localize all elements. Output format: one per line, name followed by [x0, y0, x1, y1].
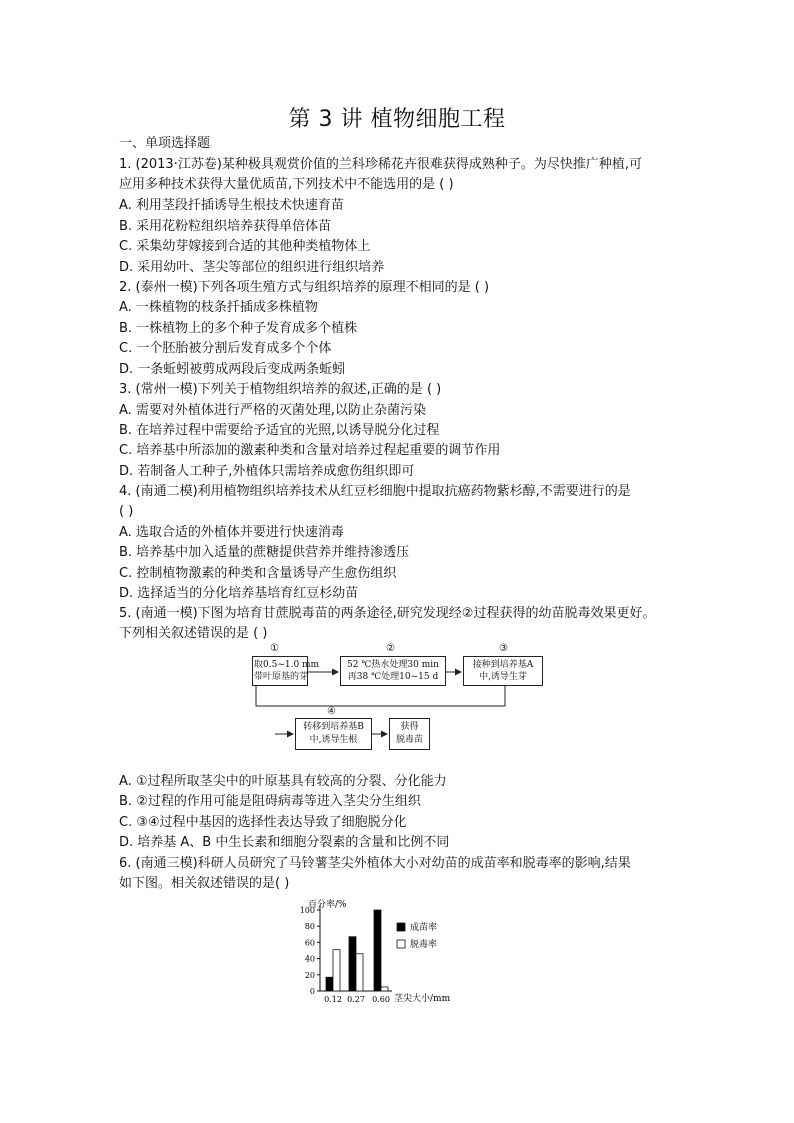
chart-legend-label: 成苗率 [410, 923, 438, 933]
q3-option-c: C. 培养基中所添加的激素种类和含量对培养过程起重要的调节作用 [119, 443, 501, 458]
step-4-label: ④ [327, 706, 336, 717]
q2-option-b: B. 一株植物上的多个种子发育成多个植株 [119, 321, 358, 336]
q4-option-d: D. 选择适当的分化培养基培育红豆杉幼苗 [119, 586, 359, 601]
q4-stem-line1: 4. (南通二模)利用植物组织培养技术从红豆杉细胞中提取抗癌药物紫杉醇,不需要进行的是 [119, 484, 631, 499]
q4-option-c: C. 控制植物激素的种类和含量诱导产生愈伤组织 [119, 566, 397, 581]
q5-option-c: C. ③④过程中基因的选择性表达导致了细胞脱分化 [119, 815, 407, 830]
q2-option-c: C. 一个胚胎被分割后发育成多个个体 [119, 341, 332, 356]
chart-x-axis-label: 茎尖大小/mm [394, 994, 451, 1004]
chart-y-tick-label: 80 [304, 922, 315, 932]
chart-y-tick-label: 40 [304, 954, 315, 964]
q5-option-b: B. ②过程的作用可能是阻碍病毒等进入茎尖分生组织 [119, 794, 421, 809]
q4-option-a: A. 选取合适的外植体并要进行快速消毒 [119, 525, 344, 540]
q5-stem-line1: 5. (南通一模)下图为培育甘蔗脱毒苗的两条途径,研究发现经②过程获得的幼苗脱毒效果更好。 [119, 606, 656, 621]
q1-option-a: A. 利用茎段扦插诱导生根技术快速育苗 [119, 198, 344, 213]
flow-box-medium-a: 接种到培养基A 中,诱导生芽 [463, 656, 543, 686]
chart-y-tick-label: 100 [299, 906, 315, 915]
q3-option-b: B. 在培养过程中需要给予适宜的光照,以诱导脱分化过程 [119, 423, 440, 438]
q2-stem: 2. (泰州一模)下列各项生殖方式与组织培养的原理不相同的是 ( ) [119, 280, 490, 295]
q6-stem-line2: 如下图。相关叙述错误的是( ) [119, 876, 290, 891]
chart-legend-swatch [397, 923, 405, 931]
chart-bar-脱毒率 [333, 950, 340, 991]
flow-box-take-bud: 取0.5~1.0 mm 带叶原基的芽 [252, 656, 308, 686]
chart-x-tick-label: 0.27 [347, 995, 365, 1004]
q5-option-d: D. 培养基 A、B 中生长素和细胞分裂素的含量和比例不同 [119, 835, 450, 850]
chart-bar-成苗率 [349, 937, 356, 991]
flow-box-heat-treatment: 52 ℃热水处理30 min 再38 ℃处理10~15 d [340, 656, 446, 686]
chart-x-tick-label: 0.60 [372, 995, 390, 1004]
q2-option-a: A. 一株植物的枝条扦插成多株植物 [119, 300, 318, 315]
chart-bar-脱毒率 [356, 954, 363, 991]
q5-option-a: A. ①过程所取茎尖中的叶原基具有较高的分裂、分化能力 [119, 774, 447, 789]
q1-stem-line1: 1. (2013·江苏卷)某种极具观赏价值的兰科珍稀花卉很难获得成熟种子。为尽快推广种植,可 [119, 157, 643, 172]
q1-option-b: B. 采用花粉粒组织培养获得单倍体苗 [119, 219, 332, 234]
chart-y-axis-label: 百分率/% [308, 900, 347, 910]
flow-box-medium-b: 转移到培养基B 中,诱导生根 [295, 718, 372, 750]
q1-option-d: D. 采用幼叶、茎尖等部位的组织进行组织培养 [119, 260, 385, 275]
q5-stem-line2: 下列相关叙述错误的是 ( ) [119, 626, 268, 641]
step-1-label: ① [270, 643, 279, 654]
step-3-label: ③ [499, 643, 508, 654]
q4-option-b: B. 培养基中加入适量的蔗糖提供营养并维持渗透压 [119, 545, 410, 560]
chart-y-tick-label: 20 [304, 970, 315, 980]
chart-legend-swatch [397, 940, 405, 948]
chart-bar-成苗率 [374, 910, 381, 991]
q6-stem-line1: 6. (南通三模)科研人员研究了马铃薯茎尖外植体大小对幼苗的成苗率和脱毒率的影响,结果 [119, 856, 631, 871]
q3-option-d: D. 若制备人工种子,外植体只需培养成愈伤组织即可 [119, 464, 415, 479]
chart-y-tick-label: 60 [304, 938, 315, 948]
page-title: 第 3 讲 植物细胞工程 [288, 107, 506, 132]
step-2-label: ② [386, 643, 395, 654]
chart-legend-label: 脱毒率 [410, 940, 438, 950]
flow-box-virus-free: 获得 脱毒苗 [389, 718, 430, 750]
q1-stem-line2: 应用多种技术获得大量优质苗,下列技术中不能选用的是 ( ) [119, 177, 454, 192]
q4-stem-line2: ( ) [119, 504, 134, 519]
chart-bar-成苗率 [326, 977, 333, 991]
chart-bar-脱毒率 [381, 987, 388, 991]
q1-option-c: C. 采集幼芽嫁接到合适的其他种类植物体上 [119, 239, 371, 254]
q3-stem: 3. (常州一模)下列关于植物组织培养的叙述,正确的是 ( ) [119, 382, 442, 397]
section-heading: 一、单项选择题 [119, 136, 211, 151]
q2-option-d: D. 一条蚯蚓被剪成两段后变成两条蚯蚓 [119, 362, 346, 377]
q3-option-a: A. 需要对外植体进行严格的灭菌处理,以防止杂菌污染 [119, 403, 427, 418]
chart-y-tick-label: 0 [309, 987, 315, 996]
chart-x-tick-label: 0.12 [324, 995, 342, 1004]
